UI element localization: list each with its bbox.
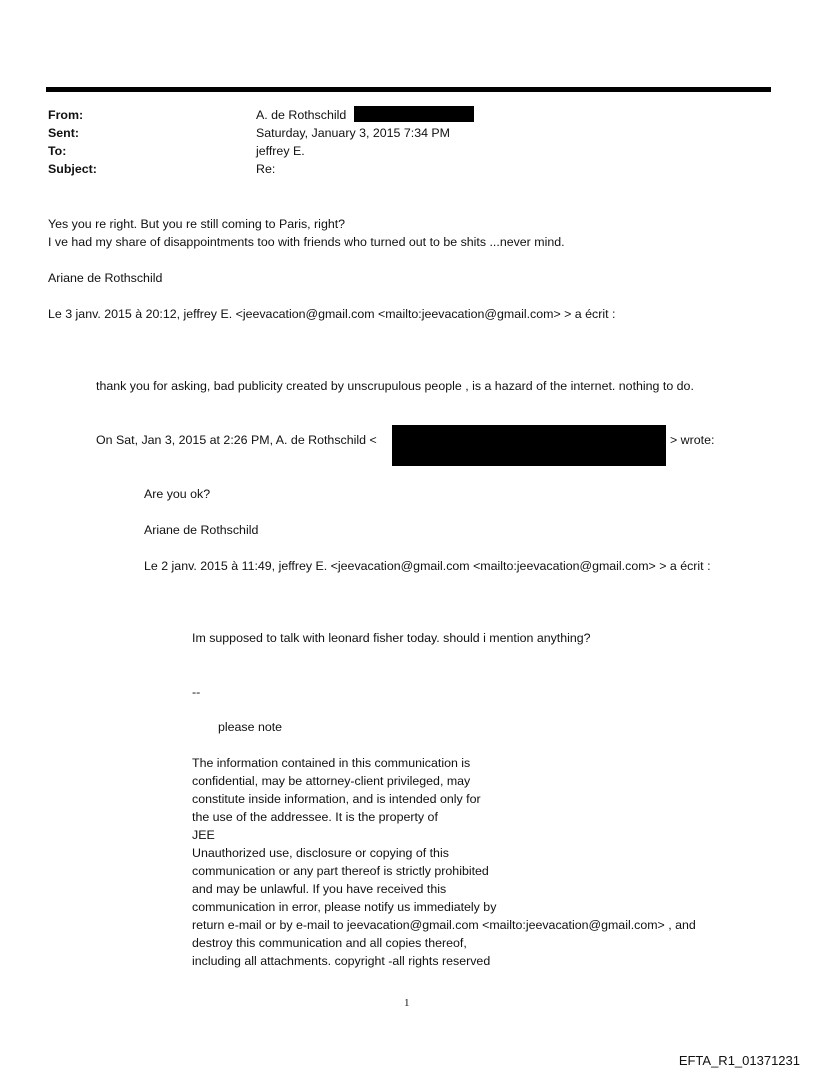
sent-label: Sent: [48,126,79,140]
quote-header-end: > wrote: [670,433,715,447]
reply-text: Are you ok? [144,487,211,501]
subject-row [48,160,748,178]
from-label: From: [48,108,84,122]
disclaimer-line: return e-mail or by e-mail to jeevacation@gmail.com <mailto:jeevacation@gmail.com> , and [192,918,696,932]
to-label: To: [48,144,67,158]
reply-text: thank you for asking, bad publicity created by unscrupulous people , is a hazard of the internet. nothing to do. [96,379,694,393]
page-number: 1 [404,997,410,1009]
to-value: jeffrey E. [256,144,305,158]
subject-value: Re: [256,162,276,176]
redaction-box [392,425,666,466]
signature: Ariane de Rothschild [144,523,259,537]
quote-header-start: On Sat, Jan 3, 2015 at 2:26 PM, A. de Rothschild < [96,433,377,447]
disclaimer [192,754,696,970]
quote-header: Le 3 janv. 2015 à 20:12, jeffrey E. <jeevacation@gmail.com <mailto:jeevacation@gmail.com> > a écrit : [48,307,616,321]
please-note: please note [218,720,283,734]
from-row [48,106,748,124]
disclaimer-line: constitute inside information, and is intended only for [192,792,481,806]
from-value [256,106,474,124]
sent-row [48,124,748,142]
email-header [48,106,748,178]
sent-value: Saturday, January 3, 2015 7:34 PM [256,126,451,140]
disclaimer-line: communication in error, please notify us immediately by [192,900,497,914]
signature: Ariane de Rothschild [48,271,163,285]
disclaimer-line: and may be unlawful. If you have received this [192,882,447,896]
disclaimer-line: Unauthorized use, disclosure or copying of this [192,846,449,860]
subject-label: Subject: [48,162,97,176]
body-line-2: I ve had my share of disappointments too with friends who turned out to be shits ...never mind. [48,235,565,249]
disclaimer-line: the use of the addressee. It is the property of [192,810,438,824]
quote-header: Le 2 janv. 2015 à 11:49, jeffrey E. <jeevacation@gmail.com <mailto:jeevacation@gmail.com> > a écrit : [144,559,711,573]
sender-name: A. de Rothschild [256,108,347,122]
signature-separator: -- [192,685,201,699]
quote-header [96,431,377,449]
header-rule [46,87,771,92]
disclaimer-line: destroy this communication and all copies thereof, [192,936,467,950]
disclaimer-line: confidential, may be attorney-client privileged, may [192,774,471,788]
disclaimer-line: including all attachments. copyright -all rights reserved [192,954,491,968]
disclaimer-line: JEE [192,828,215,842]
body-line-1: Yes you re right. But you re still coming to Paris, right? [48,217,346,231]
to-row [48,142,748,160]
redaction-box [354,106,474,122]
disclaimer-line: communication or any part thereof is strictly prohibited [192,864,489,878]
document-id: EFTA_R1_01371231 [678,1053,800,1068]
reply-text: Im supposed to talk with leonard fisher today. should i mention anything? [192,631,591,645]
disclaimer-line: The information contained in this communication is [192,756,471,770]
